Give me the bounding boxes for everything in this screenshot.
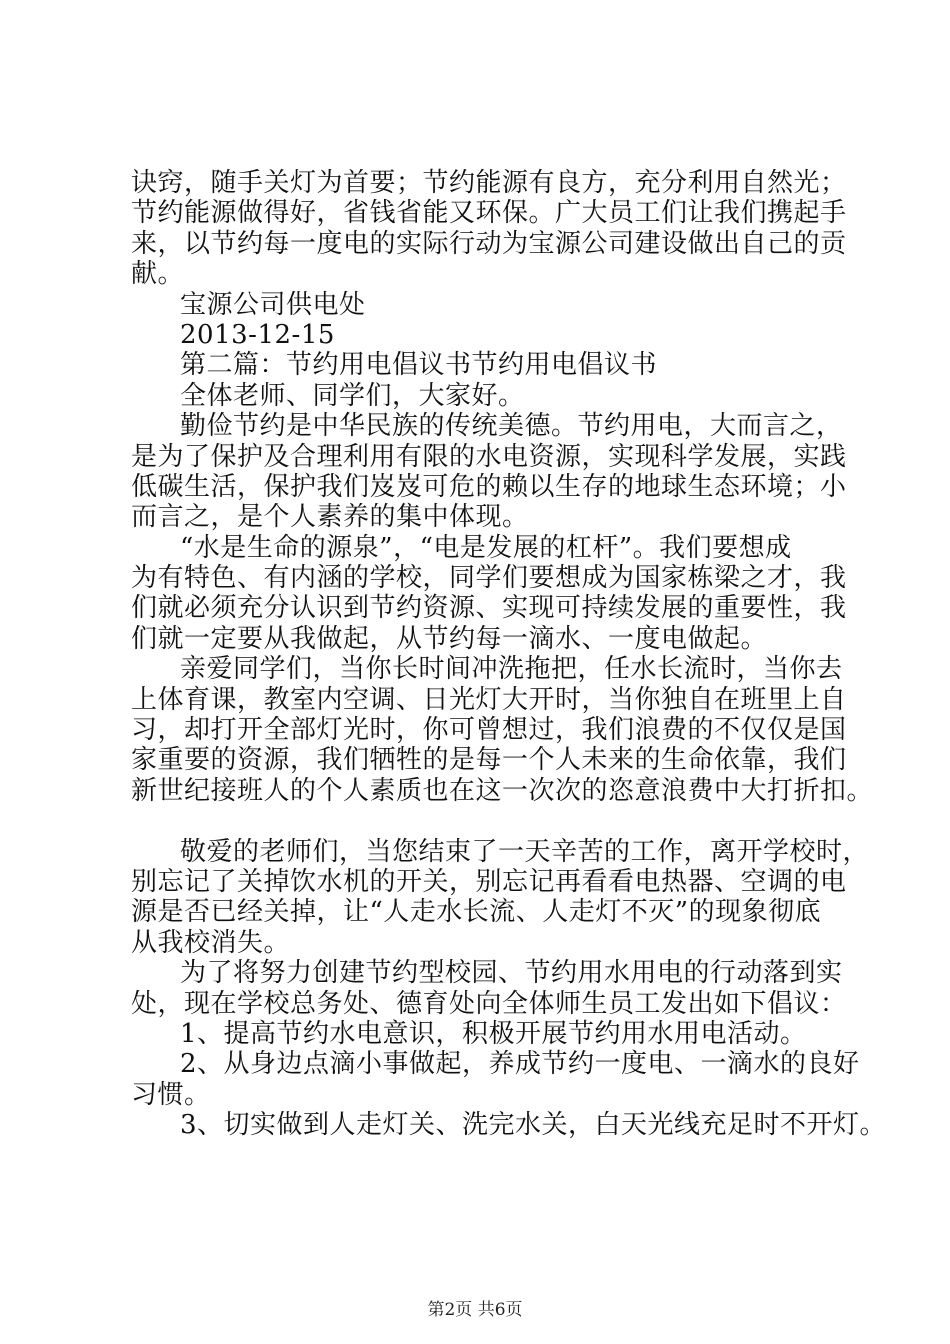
text-line: 低碳生活，保护我们岌岌可危的赖以生存的地球生态环境；小 (131, 471, 847, 502)
text-line: 从我校消失。 (131, 927, 291, 958)
text-line: 们就必须充分认识到节约资源、实现可持续发展的重要性，我 (131, 593, 847, 624)
greeting: 全体老师、同学们，大家好。 (180, 380, 525, 411)
text-line: 敬爱的老师们，当您结束了一天辛苦的工作，离开学校时， (180, 836, 870, 867)
text-line: 习，却打开全部灯光时，你可曾想过，我们浪费的不仅仅是国 (131, 715, 847, 746)
page-footer: 第2页 共6页 (427, 1300, 523, 1320)
list-item: 2、从身边点滴小事做起，养成节约一度电、一滴水的良好 (180, 1049, 860, 1080)
text-line: 为了将努力创建节约型校园、节约用水用电的行动落到实 (180, 958, 843, 989)
section-heading: 第二篇：节约用电倡议书节约用电倡议书 (180, 350, 658, 381)
text-line: 们就一定要从我做起，从节约每一滴水、一度电做起。 (131, 623, 768, 654)
signature-org: 宝源公司供电处 (180, 289, 366, 320)
text-line: 献。 (131, 259, 185, 290)
signature-date: 2013-12-15 (180, 319, 335, 350)
text-line: 源是否已经关掉，让“人走水长流、人走灯不灭”的现象彻底 (131, 897, 822, 928)
text-line: 别忘记了关掉饮水机的开关，别忘记再看看电热器、空调的电 (131, 866, 847, 897)
text-line: 而言之，是个人素养的集中体现。 (131, 502, 529, 533)
list-item: 3、切实做到人走灯关、洗完水关，白天光线充足时不开灯。 (180, 1110, 887, 1141)
list-item-continuation: 习惯。 (131, 1079, 211, 1110)
text-line: 上体育课，教室内空调、日光灯大开时，当你独自在班里上自 (131, 684, 847, 715)
text-line: 新世纪接班人的个人素质也在这一次次的恣意浪费中大打折扣。 (131, 775, 874, 806)
text-line: 处，现在学校总务处、德育处向全体师生员工发出如下倡议： (131, 988, 847, 1019)
list-item: 1、提高节约水电意识，积极开展节约用水用电活动。 (180, 1018, 807, 1049)
text-line: 是为了保护及合理利用有限的水电资源，实现科学发展，实践 (131, 441, 847, 472)
text-line: 亲爱同学们，当你长时间冲洗拖把，任水长流时，当你去 (180, 654, 843, 685)
paragraph-gap (131, 806, 831, 836)
text-line: 为有特色、有内涵的学校，同学们要想成为国家栋梁之才，我 (131, 563, 847, 594)
document-body (131, 168, 887, 1141)
text-line: 家重要的资源，我们牺牲的是每一个人未来的生命依靠，我们 (131, 745, 847, 776)
text-line: 来，以节约每一度电的实际行动为宝源公司建设做出自己的贡 (131, 228, 847, 259)
text-line: 诀窍，随手关灯为首要；节约能源有良方，充分利用自然光； (131, 168, 847, 198)
text-line: “水是生命的源泉”，“电是发展的杠杆”。我们要想成 (180, 532, 792, 563)
text-line: 勤俭节约是中华民族的传统美德。节约用电，大而言之， (180, 411, 843, 442)
text-line: 节约能源做得好，省钱省能又环保。广大员工们让我们携起手 (131, 198, 847, 229)
